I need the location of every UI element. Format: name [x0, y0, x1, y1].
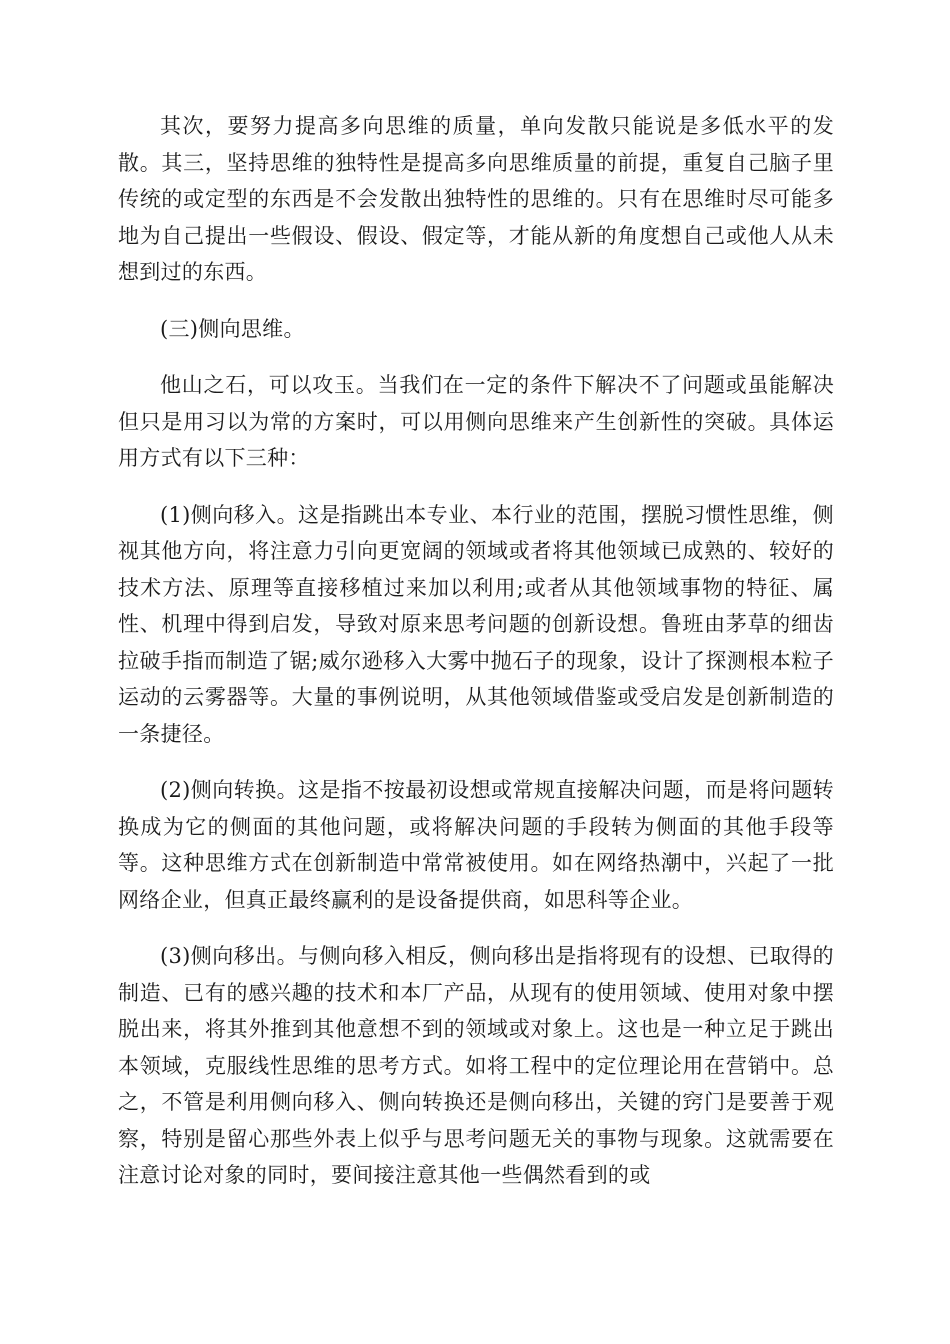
paragraph-lateral-move-out: (3)侧向移出。与侧向移入相反，侧向移出是指将现有的设想、已取得的制造、已有的感兴趣的技术和本厂产品，从现有的使用领域、使用对象中摆脱出来，将其外推到其他意想不到的领域或对象上。这也是一种立足于跳出本领域，克服线性思维的思考方式。如将工程中的定位理论用在营销中。总之，不管是利用侧向移入、侧向转换还是侧向移出，关键的窍门是要善于观察，特别是留心那些外表上似乎与思考问题无关的事物与现象。这就需要在注意讨论对象的同时，要间接注意其他一些偶然看到的或 [118, 944, 834, 1187]
document-page [118, 108, 834, 1214]
paragraph-lateral-intro: 他山之石，可以攻玉。当我们在一定的条件下解决不了问题或虽能解决但只是用习以为常的方案时，可以用侧向思维来产生创新性的突破。具体运用方式有以下三种： [118, 373, 834, 470]
paragraph-lateral-move-in: (1)侧向移入。这是指跳出本专业、本行业的范围，摆脱习惯性思维，侧视其他方向，将注意力引向更宽阔的领域或者将其他领域已成熟的、较好的技术方法、原理等直接移植过来加以利用;或者从其他领域事物的特征、属性、机理中得到启发，导致对原来思考问题的创新设想。鲁班由茅草的细齿拉破手指而制造了锯;威尔逊移入大雾中抛石子的现象，设计了探测根本粒子运动的云雾器等。大量的事例说明，从其他领域借鉴或受启发是创新制造的一条捷径。 [118, 502, 834, 746]
paragraph-lateral-conversion: (2)侧向转换。这是指不按最初设想或常规直接解决问题，而是将问题转换成为它的侧面的其他问题，或将解决问题的手段转为侧面的其他手段等等。这种思维方式在创新制造中常常被使用。如在网络热潮中，兴起了一批网络企业，但真正最终赢利的是设备提供商，如思科等企业。 [118, 778, 834, 912]
paragraph-multidirectional-quality: 其次，要努力提高多向思维的质量，单向发散只能说是多低水平的发散。其三，坚持思维的独特性是提高多向思维质量的前提，重复自己脑子里传统的或定型的东西是不会发散出独特性的思维的。只有在思维时尽可能多地为自己提出一些假设、假设、假定等，才能从新的角度想自己或他人从未想到过的东西。 [118, 114, 834, 284]
section-heading-lateral-thinking: (三)侧向思维。 [160, 316, 305, 341]
